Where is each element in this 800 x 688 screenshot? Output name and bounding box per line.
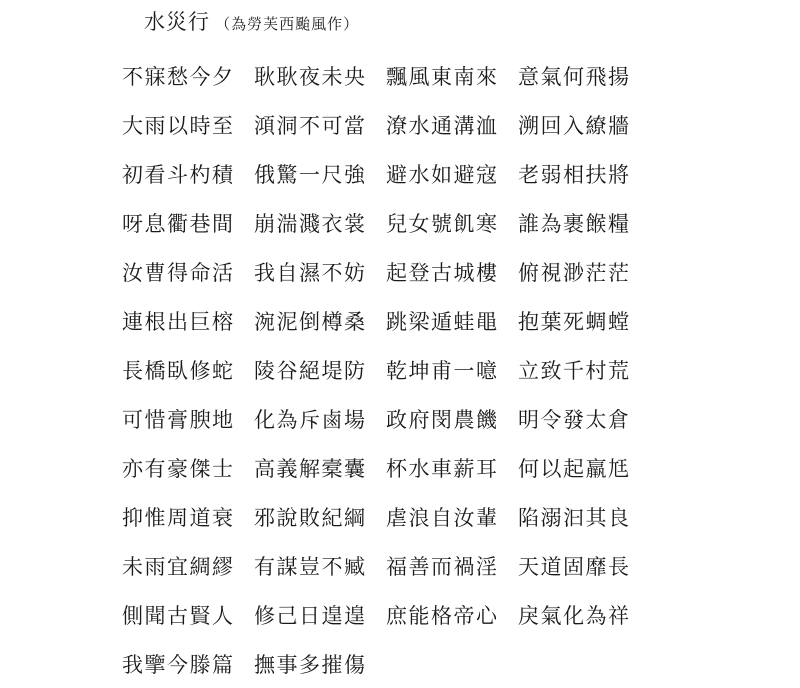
verse-phrase: 抱葉死蜩螳 [518,309,631,334]
verse-phrase: 大雨以時至 [122,113,235,138]
verse-phrase: 溯回入繚牆 [518,113,631,138]
verse-phrase: 我擥今滕篇 [122,652,235,677]
verse-phrase: 有謀豈不臧 [254,554,367,579]
verse-phrase: 汝曹得命活 [122,260,235,285]
verse-phrase: 庶能格帝心 [386,603,499,628]
verse-phrase: 起登古城樓 [386,260,499,285]
poem-title-line [144,6,359,36]
verse-phrase: 涴泥倒樽桑 [254,309,367,334]
verse-phrase: 誰為裹餱糧 [518,211,631,236]
verse-row-11 [122,541,682,590]
verse-phrase: 撫事多摧傷 [254,652,367,677]
verse-phrase: 連根出巨榕 [122,309,235,334]
verse-row-10 [122,492,682,541]
poem-subtitle: （為勞芙西颱風作） [215,15,360,33]
verse-phrase: 修己日遑遑 [254,603,367,628]
verse-row-5 [122,247,682,296]
verse-phrase: 立致千村荒 [518,358,631,383]
verse-phrase: 杯水車薪耳 [386,456,499,481]
verse-phrase: 潦水通溝洫 [386,113,499,138]
verse-row-3 [122,149,682,198]
verse-phrase: 化為斥鹵場 [254,407,367,432]
poem-title: 水災行 [144,10,210,34]
verse-phrase: 明令發太倉 [518,407,631,432]
verse-row-6 [122,296,682,345]
poem-body [122,51,682,688]
verse-phrase: 戾氣化為祥 [518,603,631,628]
verse-row-8 [122,394,682,443]
verse-phrase: 意氣何飛揚 [518,64,631,89]
verse-row-12 [122,590,682,639]
verse-phrase: 抑惟周道衰 [122,505,235,530]
verse-phrase: 長橋臥修蛇 [122,358,235,383]
verse-phrase: 避水如避寇 [386,162,499,187]
verse-phrase: 福善而禍淫 [386,554,499,579]
verse-row-13 [122,639,682,688]
verse-phrase: 天道固靡長 [518,554,631,579]
verse-phrase: 陷溺汩其良 [518,505,631,530]
verse-phrase: 我自濕不妨 [254,260,367,285]
verse-phrase: 呀息衢巷間 [122,211,235,236]
verse-phrase: 飄風東南來 [386,64,499,89]
verse-phrase: 虐浪自汝輩 [386,505,499,530]
verse-phrase: 亦有豪傑士 [122,456,235,481]
verse-phrase: 初看斗杓積 [122,162,235,187]
verse-phrase: 邪說敗紀綱 [254,505,367,530]
verse-phrase: 側聞古賢人 [122,603,235,628]
verse-row-2 [122,100,682,149]
verse-phrase: 何以起羸尪 [518,456,631,481]
verse-phrase: 乾坤甫一噫 [386,358,499,383]
verse-phrase: 不寐愁今夕 [122,64,235,89]
verse-phrase: 陵谷絕堤防 [254,358,367,383]
verse-phrase: 崩湍濺衣裳 [254,211,367,236]
verse-phrase: 老弱相扶將 [518,162,631,187]
verse-row-1 [122,51,682,100]
verse-phrase: 耿耿夜未央 [254,64,367,89]
verse-row-9 [122,443,682,492]
verse-phrase: 俄驚一尺強 [254,162,367,187]
verse-row-4 [122,198,682,247]
verse-phrase: 兒女號飢寒 [386,211,499,236]
verse-phrase: 可惜膏腴地 [122,407,235,432]
verse-phrase: 高義解槖囊 [254,456,367,481]
verse-phrase: 澒洞不可當 [254,113,367,138]
verse-phrase: 俯視渺茫茫 [518,260,631,285]
verse-phrase: 未雨宜綢繆 [122,554,235,579]
verse-phrase: 跳梁遁蛙黽 [386,309,499,334]
verse-phrase: 政府閔農饑 [386,407,499,432]
verse-row-7 [122,345,682,394]
